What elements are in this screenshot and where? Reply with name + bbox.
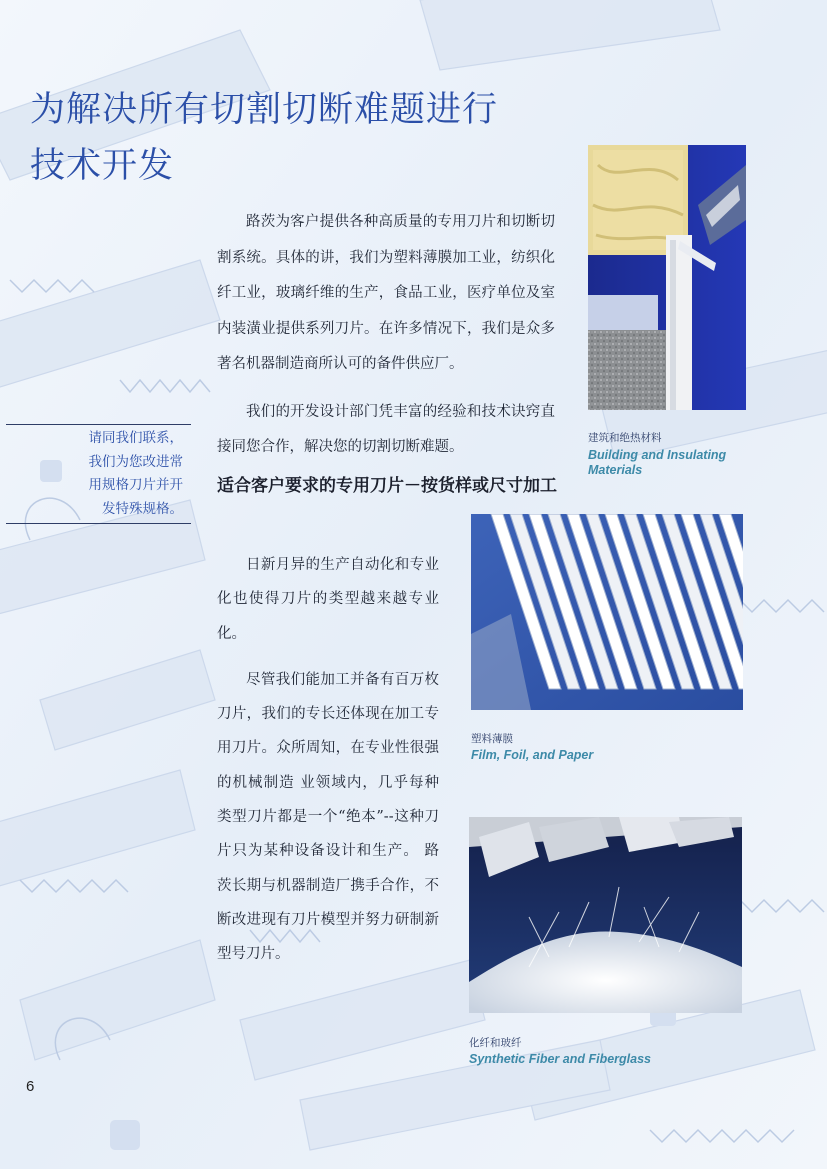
callout-line: 请同我们联系， (88, 430, 183, 446)
intro-text (217, 205, 555, 466)
photo-building-materials (588, 145, 746, 410)
column-text (217, 548, 439, 972)
column-paragraph: 日新月异的生产自动化和专业化也使得刀片的类型越来越专业化。 (217, 557, 439, 642)
callout-line: 发特殊规格。 (102, 500, 183, 517)
photo-fiberglass (469, 817, 742, 1013)
section-subheading: 适合客户要求的专用刀片－按货样或尺寸加工 (217, 476, 557, 496)
column-paragraph: 尽管我们能加工并备有百万枚刀片，我们的专长还体现在加工专用刀片。众所周知，在专业性很强的机械制造 业领域内，几乎每种类型刀片都是一个“绝本”--这种刀片只为某种设备设计和生产。 路茨长期与机器制造厂携手合作，不断改进现有刀片模型并努力研制新型号刀片。 (217, 671, 439, 963)
photo-caption-zh: 建筑和绝热材料 (588, 432, 662, 444)
page-title (30, 82, 550, 194)
photo-film-foil-blades (471, 514, 743, 710)
contact-callout (6, 424, 191, 524)
callout-line: 用规格刀片并开 (88, 477, 183, 493)
photo-caption-en: Building and Insulating Materials (588, 448, 727, 477)
photo-caption-zh: 塑料薄膜 (471, 733, 513, 745)
intro-paragraph: 路茨为客户提供各种高质量的专用刀片和切断切割系统。具体的讲，我们为塑料薄膜加工业，纺织化纤工业，玻璃纤维的生产，食品工业，医疗单位及室内装潢业提供系列刀片。在许多情况下，我们是众多著名机器制造商所认可的备件供应厂。 (217, 214, 555, 372)
title-line-2: 技术开发 (30, 146, 175, 186)
intro-paragraph: 我们的开发设计部门凭丰富的经验和技术诀窍直接同您合作，解决您的切割切断难题。 (217, 403, 555, 455)
page-number: 6 (26, 1078, 35, 1095)
photo-caption-en: Film, Foil, and Paper (471, 748, 594, 762)
callout-line: 我们为您改进常 (88, 453, 183, 470)
title-line-1: 为解决所有切割切断难题进行 (30, 90, 499, 130)
photo-caption-zh: 化纤和玻纤 (469, 1037, 522, 1049)
photo-caption-en: Synthetic Fiber and Fiberglass (469, 1052, 651, 1066)
